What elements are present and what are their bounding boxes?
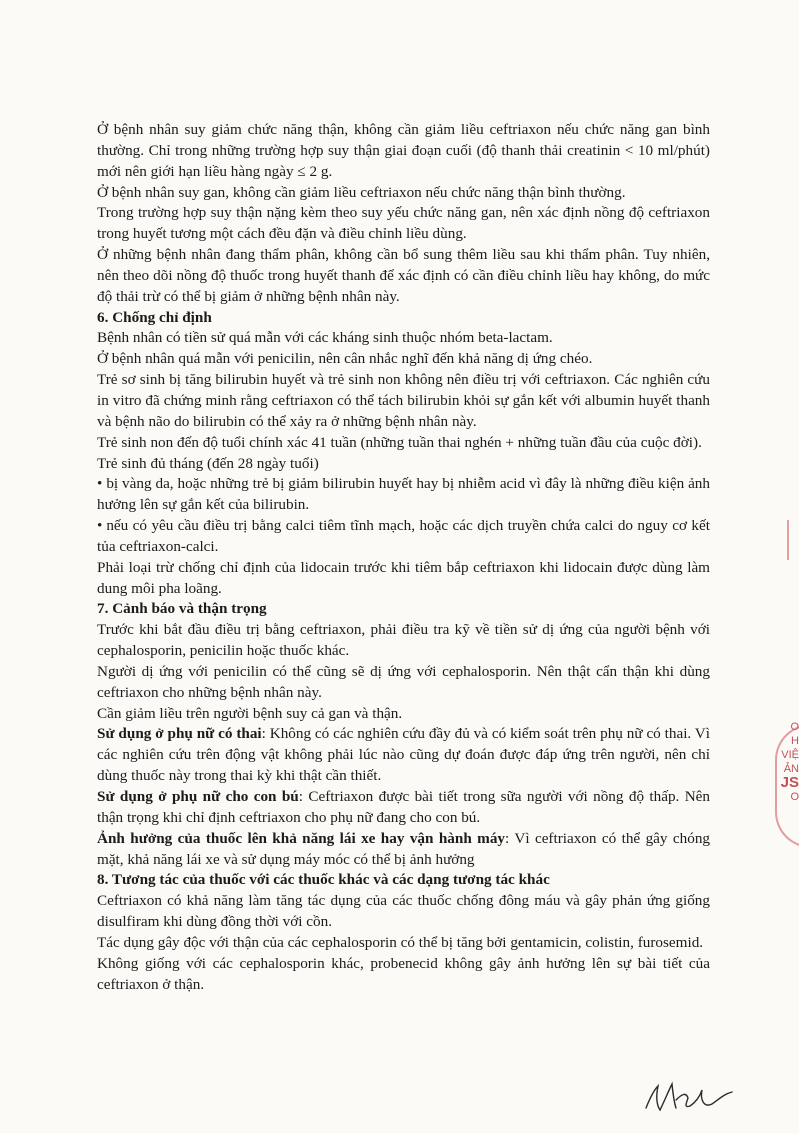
- handwritten-signature: [640, 1078, 740, 1118]
- intro-paragraph-3: Trong trường hợp suy thận nặng kèm theo suy yếu chức năng gan, nên xác định nồng độ ceftriaxon trong huyết tương một cách đều đặn và điều chỉnh liều dùng.: [97, 204, 710, 243]
- company-stamp: [765, 720, 799, 850]
- section-6-paragraph-5: Trẻ sinh đủ tháng (đến 28 ngày tuổi): [97, 454, 319, 472]
- driving-lead: Ảnh hưởng của thuốc lên khả năng lái xe hay vận hành máy: [97, 829, 506, 847]
- stamp-line: O: [790, 791, 799, 803]
- stamp-line: VIỆ: [781, 749, 799, 761]
- section-6-paragraph-6: Phải loại trừ chống chỉ định của lidocain trước khi tiêm bắp ceftriaxon khi lidocain được dùng làm dung môi pha loãng.: [97, 558, 710, 597]
- stamp-line: O: [790, 721, 799, 733]
- stamp-ring: [775, 724, 799, 848]
- section-8-heading: 8. Tương tác của thuốc với các thuốc khác và các dạng tương tác khác: [97, 871, 550, 889]
- document-body: [97, 120, 710, 995]
- section-7-paragraph-2: Người dị ứng với penicilin có thể cũng sẽ dị ứng với cephalosporin. Nên thật cẩn thận khi dùng ceftriaxon cho những bệnh nhân này.: [97, 662, 710, 701]
- stamp-line: ẢN: [783, 763, 799, 775]
- section-8-paragraph-2: Tác dụng gây độc với thận của các cephalosporin có thể bị tăng bởi gentamicin, colistin, furosemid.: [97, 933, 704, 951]
- section-6-paragraph-4: Trẻ sinh non đến độ tuổi chính xác 41 tuần (những tuần thai nghén + những tuần đầu của cuộc đời).: [97, 433, 702, 451]
- section-7-pregnancy: [97, 724, 710, 787]
- section-6-paragraph-3: Trẻ sơ sinh bị tăng bilirubin huyết và trẻ sinh non không nên điều trị với ceftriaxon. Các nghiên cứu in vitro đã chứng minh rằng ceftriaxon có thể tách bilirubin khỏi sự gắn kết với albumin huyết thanh và bệnh não do bilirubin có thể xảy ra ở những bệnh nhân này.: [97, 371, 710, 430]
- intro-paragraph-1: Ở bệnh nhân suy giảm chức năng thận, không cần giảm liều ceftriaxon nếu chức năng gan bình thường. Chỉ trong những trường hợp suy thận giai đoạn cuối (độ thanh thải creatinin < 10 ml/phút) mới nên giới hạn liều hàng ngày ≤ 2 g.: [97, 121, 710, 180]
- section-6-heading: 6. Chống chỉ định: [97, 308, 212, 326]
- section-6-bullet-1: [97, 474, 710, 516]
- section-7-heading: 7. Cảnh báo và thận trọng: [97, 600, 267, 618]
- bullet-text: bị vàng da, hoặc những trẻ bị giảm bilirubin huyết hay bị nhiễm acid vì đây là những điều kiện ảnh hưởng lên sự gắn kết của bilirubin.: [97, 475, 710, 514]
- bullet-text: nếu có yêu cầu điều trị bằng calci tiêm tĩnh mạch, hoặc các dịch truyền chứa calci do nguy cơ kết tủa ceftriaxon-calci.: [97, 517, 710, 555]
- driving-text: : Vì ceftriaxon có thể gây chóng mặt, khả năng lái xe và sử dụng máy móc có thể bị ảnh hưởng: [97, 829, 711, 868]
- section-7-driving: [97, 829, 710, 871]
- stamp-line: H: [791, 735, 799, 747]
- lactation-text: : Ceftriaxon được bài tiết trong sữa người với nồng độ thấp. Nên thận trọng khi chỉ định ceftriaxon cho phụ nữ đang cho con bú.: [97, 788, 710, 826]
- section-8-paragraph-3: Không giống với các cephalosporin khác, probenecid không gây ảnh hưởng lên sự bài tiết của ceftriaxon ở thận.: [97, 954, 710, 993]
- lactation-lead: Sử dụng ở phụ nữ cho con bú: [97, 788, 299, 805]
- intro-paragraph-4: Ở những bệnh nhân đang thẩm phân, không cần bổ sung thêm liều sau khi thẩm phân. Tuy nhiên, nên theo dõi nồng độ thuốc trong huyết thanh để xác định có cần điều chỉnh liều hay không, do mức độ thải trừ có thể bị giảm ở những bệnh nhân này.: [97, 246, 710, 305]
- section-6-paragraph-1: Bệnh nhân có tiền sử quá mẫn với các kháng sinh thuộc nhóm beta-lactam.: [97, 329, 553, 347]
- section-7-paragraph-1: Trước khi bắt đầu điều trị bằng ceftriaxon, phải điều tra kỹ về tiền sử dị ứng của người bệnh với cephalosporin, penicilin hoặc thuốc khác.: [97, 621, 710, 660]
- stamp-line: JS: [780, 774, 799, 791]
- pregnancy-lead: Sử dụng ở phụ nữ có thai: [97, 725, 262, 743]
- section-7-paragraph-3: Cần giảm liều trên người bệnh suy cả gan và thận.: [97, 704, 403, 722]
- bullet-mark: •: [97, 517, 103, 535]
- stamp-edge-mark: [787, 520, 799, 560]
- section-6-paragraph-2: Ở bệnh nhân quá mẫn với penicilin, nên cân nhắc nghĩ đến khả năng dị ứng chéo.: [97, 350, 593, 368]
- bullet-mark: •: [97, 475, 103, 493]
- section-8-paragraph-1: Ceftriaxon có khả năng làm tăng tác dụng của các thuốc chống đông máu và gây phản ứng giống disulfiram khi dùng đồng thời với cồn.: [97, 892, 710, 931]
- section-6-bullet-2: [97, 516, 710, 558]
- pregnancy-text: : Không có các nghiên cứu đầy đủ và có kiểm soát trên phụ nữ có thai. Vì các nghiên cứu trên động vật không phải lúc nào cũng dự đoán được đáp ứng trên người, nên chỉ dùng thuốc này trong thai kỳ khi thật cần thiết.: [97, 725, 710, 785]
- intro-paragraph-2: Ở bệnh nhân suy gan, không cần giảm liều ceftriaxon nếu chức năng thận bình thường.: [97, 183, 626, 201]
- section-7-lactation: [97, 787, 710, 829]
